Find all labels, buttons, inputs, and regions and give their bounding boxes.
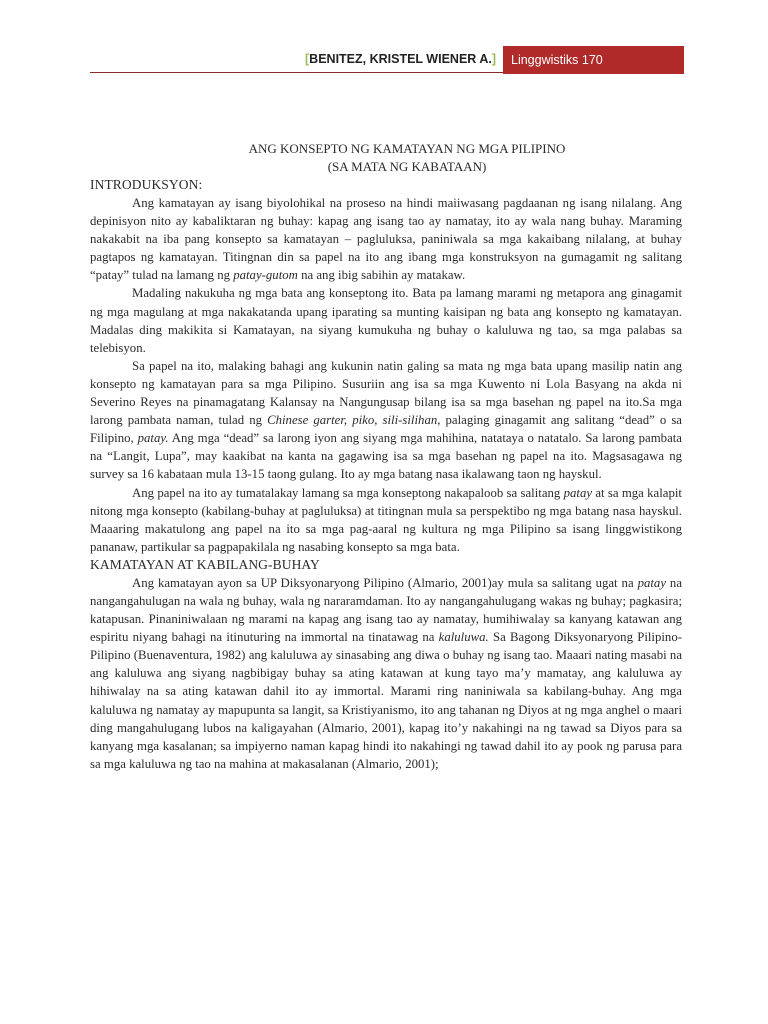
intro-paragraph-4: Ang papel na ito ay tumatalakay lamang sa mga konseptong nakapaloob sa salitang patay at sa mga kalapit nitong mga konsepto (kabilang-buhay at pagluluksa) at titingnan mula sa perspektibo ng mga batang nasa hayskul. Maaaring makatulong ang papel na ito sa mga pag-aaral ng kultura ng mga Pilipino sa isang linggwistikong pananaw, partikular sa pagpapakilala ng nasabing konsepto sa mga bata. — [90, 485, 682, 554]
intro-heading: INTRODUKSYON: — [90, 177, 203, 192]
document-title-line2: (SA MATA NG KABATAAN) — [327, 159, 487, 174]
intro-paragraph-2: Madaling nakukuha ng mga bata ang konseptong ito. Bata pa lamang marami ng metapora ang ginagamit ng mga magulang at mga nakakatanda upang iparating sa munting kaisipan ng bata ang konsepto ng kamatayan. Madalas ding makikita si Kamatayan, na siyang kumukuha ng buhay o kaluluwa ng tao, sa mga palabas sa telebisyon. — [90, 286, 682, 355]
course-label: Linggwistiks 170 — [503, 46, 684, 74]
document-title-line1: ANG KONSEPTO NG KAMATAYAN NG MGA PILIPINO — [248, 141, 566, 156]
intro-paragraph-1: Ang kamatayan ay isang biyolohikal na proseso na hindi maiiwasang pagdaanan ng isang nilalang. Ang depinisyon nito ay kabaliktaran ng buhay: kapag ang isang tao ay namatay, ito ay wala nang buhay. Maraming nakakabit na iba pang konsepto sa kamatayan – pagluluksa, paniniwala sa mga kakaibang nilalang, at buhay pagtapos ng kamatayan. Titingnan din sa papel na ito ang ibang mga konstruksyon na gumagamit ng salitang “patay” tulad na lamang ng patay-gutom na ang ibig sabihin ay matakaw. — [90, 196, 682, 283]
bracket-open: [ — [305, 52, 310, 66]
document-body — [90, 140, 682, 773]
author-block — [90, 46, 503, 73]
page-header — [90, 46, 684, 74]
section2-paragraph-1: Ang kamatayan ayon sa UP Diksyonaryong Pilipino (Almario, 2001)ay mula sa salitang ugat na patay na nangangahulugan na wala ng buhay, wala ng nararamdaman. Ito ay nangangahulugang wakas ng buhay; pagkasira; katapusan. Pinaniniwalaan ng marami na kapag ang isang tao ay namatay, humihiwalay sa kanyang katawan ang espiritu niyang bahagi na itinuturing na immortal na tinatawag na kaluluwa. Sa Bagong Diksyonaryong Pilipino-Pilipino (Buenaventura, 1982) ang kaluluwa ay sinasabing ang diwa o buhay ng isang tao. Maaari nating masabi na ang kaluluwa ang siyang nagbibigay buhay sa ating katawan at kung tayo ma’y mamatay, ang kaluluwa ay hihiwalay na sa ating katawan dahil ito ay immortal. Marami ring naniniwala sa kabilang-buhay. Ang mga kaluluwa ng namatay ay mapupunta sa langit, sa Kristiyanismo, ito ang tahanan ng Diyos at ng mga anghel o maari ding mangahulugang lubos na kaligayahan (Almario, 2001), kapag ito’y nakahingi na ng tawad sa Diyos para sa kanyang mga kasalanan; sa impiyerno naman kapag hindi ito nakahingi ng tawad dahil ito ay pook ng parusa para sa mga kaluluwa ng tao na mahina at makasalanan (Almario, 2001); — [90, 575, 683, 771]
section-heading-kamatayan: KAMATAYAN AT KABILANG-BUHAY — [90, 556, 320, 572]
intro-paragraph-3: Sa papel na ito, malaking bahagi ang kukunin natin galing sa mata ng mga bata upang masilip natin ang konsepto ng kamatayan para sa mga Pilipino. Susuriin ang isa sa mga Kuwento ni Lola Basyang na akda ni Severino Reyes na pinamagatang Kalansay na Nangungusap bilang isa sa mga basehan ng papel na ito.Sa mga larong pambata naman, tulad ng Chinese garter, piko, sili-silihan, palaging ginagamit ang salitang “dead” o sa Filipino, patay. Ang mga “dead” sa larong iyon ang siyang mga mahihina, natataya o natatalo. Sa larong pambata na “Langit, Lupa”, may kaakibat na kanta na gagawing isa sa mga basehan ng papel na ito. Magsasagawa ng survey sa 16 kabataan mula 13-15 taong gulang. Ito ay mga batang nasa ikalawang taon ng hayskul. — [90, 358, 682, 482]
author-name: BENITEZ, KRISTEL WIENER A. — [309, 52, 492, 66]
bracket-close: ] — [491, 52, 496, 66]
